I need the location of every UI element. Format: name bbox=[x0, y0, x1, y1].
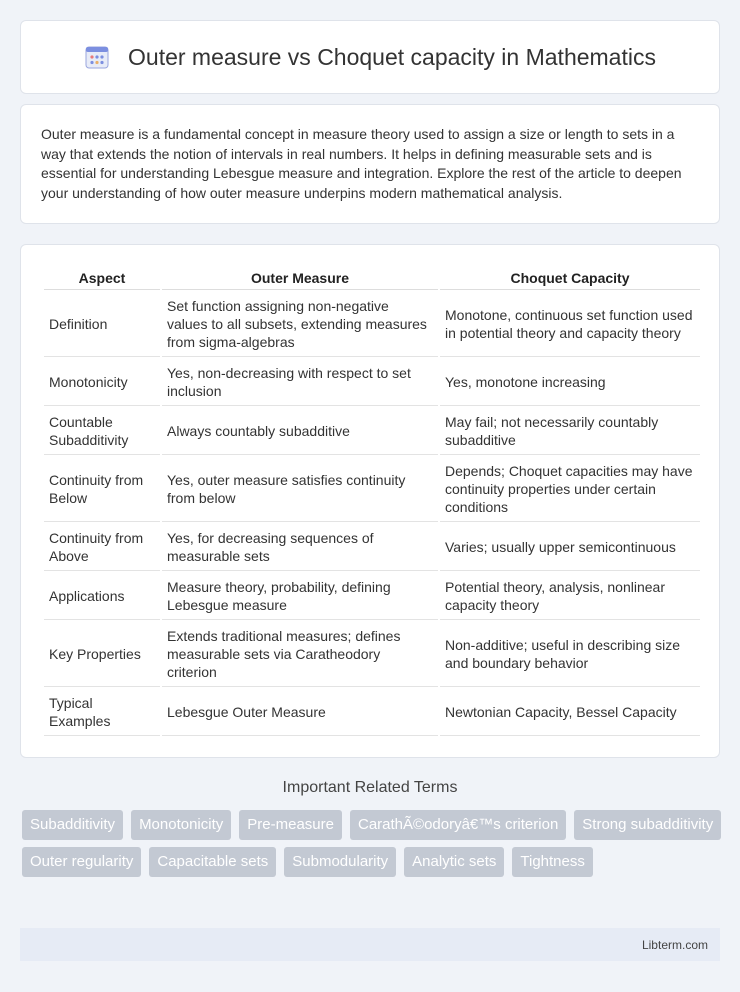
cell-aspect: Monotonicity bbox=[44, 359, 160, 406]
cell-choquet-capacity: Newtonian Capacity, Bessel Capacity bbox=[440, 689, 700, 736]
term-tag-strong-subadditivity[interactable]: Strong subadditivity bbox=[574, 810, 721, 840]
term-tag-submodularity[interactable]: Submodularity bbox=[284, 847, 396, 877]
intro-text: Outer measure is a fundamental concept in measure theory used to assign a size or length to sets in a way that extends the notion of intervals in real numbers. It helps in defining measurable sets and is essential for understanding Lebesgue measure and integration. Explore the rest of the article to deepen your understanding of how outer measure underpins modern mathematical analysis. bbox=[41, 126, 682, 201]
cell-choquet-capacity: Varies; usually upper semicontinuous bbox=[440, 524, 700, 571]
comparison-table bbox=[42, 265, 702, 738]
cell-outer-measure: Yes, outer measure satisfies continuity from below bbox=[162, 457, 438, 522]
cell-outer-measure: Extends traditional measures; defines measurable sets via Caratheodory criterion bbox=[162, 622, 438, 687]
header-choquet-capacity: Choquet Capacity bbox=[440, 267, 700, 290]
cell-outer-measure: Yes, non-decreasing with respect to set inclusion bbox=[162, 359, 438, 406]
footer-site-link[interactable]: Libterm.com bbox=[641, 937, 708, 952]
term-tag-analytic-sets[interactable]: Analytic sets bbox=[404, 847, 504, 877]
related-terms-heading: Important Related Terms bbox=[282, 779, 458, 796]
term-tag-outer-regularity[interactable]: Outer regularity bbox=[22, 847, 141, 877]
term-tag-capacitable-sets[interactable]: Capacitable sets bbox=[149, 847, 276, 877]
header-outer-measure: Outer Measure bbox=[162, 267, 438, 290]
table-row bbox=[44, 689, 700, 736]
cell-outer-measure: Always countably subadditive bbox=[162, 408, 438, 455]
cell-choquet-capacity: Yes, monotone increasing bbox=[440, 359, 700, 406]
cell-choquet-capacity: Non-additive; useful in describing size and boundary behavior bbox=[440, 622, 700, 687]
cell-choquet-capacity: May fail; not necessarily countably subadditive bbox=[440, 408, 700, 455]
related-terms-list bbox=[22, 810, 722, 877]
cell-aspect: Typical Examples bbox=[44, 689, 160, 736]
cell-choquet-capacity: Monotone, continuous set function used in potential theory and capacity theory bbox=[440, 292, 700, 357]
cell-outer-measure: Lebesgue Outer Measure bbox=[162, 689, 438, 736]
cell-aspect: Definition bbox=[44, 292, 160, 357]
header-aspect: Aspect bbox=[44, 267, 160, 290]
footer bbox=[20, 928, 720, 961]
table-row bbox=[44, 408, 700, 455]
comparison-table-card bbox=[20, 244, 720, 758]
term-tag-pre-measure[interactable]: Pre-measure bbox=[239, 810, 342, 840]
page-title: Outer measure vs Choquet capacity in Mathematics bbox=[128, 43, 656, 70]
cell-aspect: Applications bbox=[44, 573, 160, 620]
term-tag-tightness[interactable]: Tightness bbox=[512, 847, 592, 877]
cell-aspect: Key Properties bbox=[44, 622, 160, 687]
table-row bbox=[44, 524, 700, 571]
cell-aspect: Continuity from Below bbox=[44, 457, 160, 522]
table-row bbox=[44, 292, 700, 357]
term-tag-caratheodory-criterion[interactable]: CarathÃ©odoryâ€™s criterion bbox=[350, 810, 566, 840]
calendar-grid-icon bbox=[84, 44, 110, 70]
term-tag-subadditivity[interactable]: Subadditivity bbox=[22, 810, 123, 840]
cell-outer-measure: Yes, for decreasing sequences of measurable sets bbox=[162, 524, 438, 571]
cell-outer-measure: Set function assigning non-negative values to all subsets, extending measures from sigma-algebras bbox=[162, 292, 438, 357]
cell-choquet-capacity: Depends; Choquet capacities may have continuity properties under certain conditions bbox=[440, 457, 700, 522]
table-row bbox=[44, 622, 700, 687]
cell-aspect: Continuity from Above bbox=[44, 524, 160, 571]
table-row bbox=[44, 457, 700, 522]
table-header-row bbox=[44, 267, 700, 290]
intro-card bbox=[20, 104, 720, 224]
cell-aspect: Countable Subadditivity bbox=[44, 408, 160, 455]
title-card bbox=[20, 20, 720, 94]
table-row bbox=[44, 573, 700, 620]
cell-choquet-capacity: Potential theory, analysis, nonlinear capacity theory bbox=[440, 573, 700, 620]
term-tag-monotonicity[interactable]: Monotonicity bbox=[131, 810, 231, 840]
cell-outer-measure: Measure theory, probability, defining Lebesgue measure bbox=[162, 573, 438, 620]
table-row bbox=[44, 359, 700, 406]
title-wrap bbox=[84, 44, 656, 71]
